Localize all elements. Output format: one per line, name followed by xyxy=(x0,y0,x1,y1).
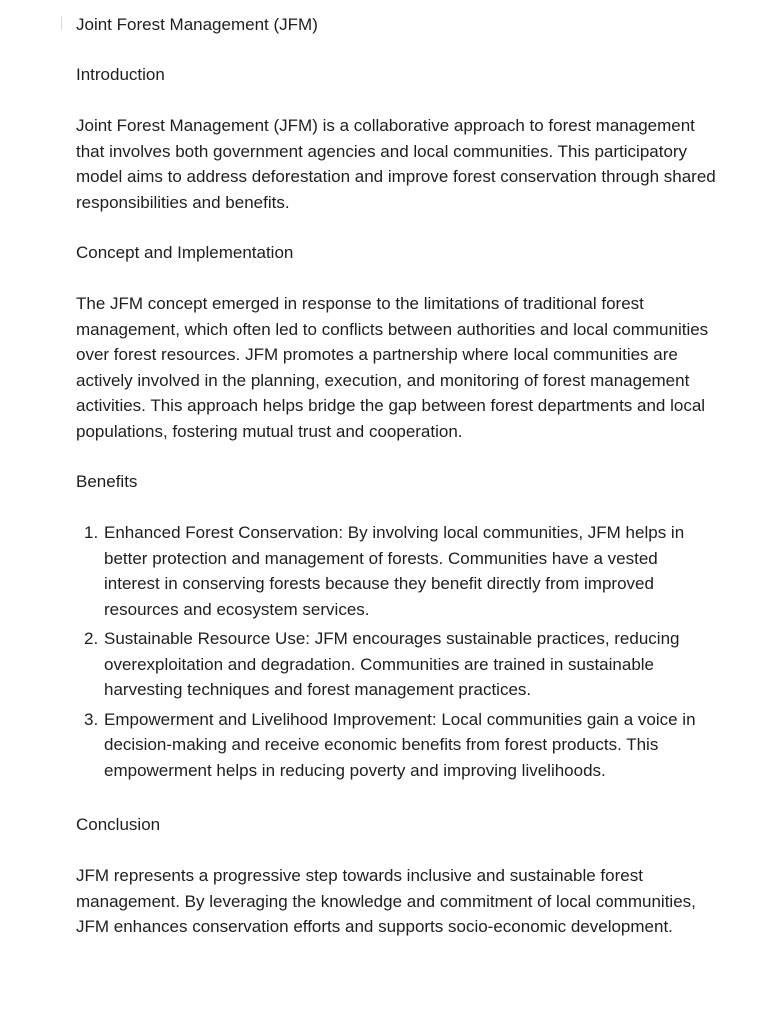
paragraph-concept: The JFM concept emerged in response to the limitations of traditional forest management, which often led to conflicts between authorities and local communities over forest resources. JFM promotes a partnership where local communities are actively involved in the planning, execution, and monitoring of forest management activities. This approach helps bridge the gap between forest departments and local populations, fostering mutual trust and cooperation. xyxy=(76,294,709,441)
document-title: Joint Forest Management (JFM) xyxy=(76,15,318,34)
list-item-number: 3. xyxy=(84,709,99,729)
benefits-list xyxy=(76,520,716,783)
list-item-text: : JFM encourages sustainable practices, reducing overexploitation and degradation. Communities are trained in sustainable harvesting techniques and forest management practices. xyxy=(104,629,680,699)
list-item-term: Sustainable Resource Use xyxy=(104,629,306,648)
list-item xyxy=(84,707,716,784)
paragraph-conclusion: JFM represents a progressive step towards inclusive and sustainable forest management. By leveraging the knowledge and commitment of local communities, JFM enhances conservation efforts and supports socio-economic development. xyxy=(76,866,696,936)
list-item-text: : Local communities gain a voice in decision-making and receive economic benefits from forest products. This empowerment helps in reducing poverty and improving livelihoods. xyxy=(104,709,696,780)
list-item-term: Empowerment and Livelihood Improvement xyxy=(104,709,432,729)
list-item xyxy=(84,520,716,622)
heading-conclusion: Conclusion xyxy=(76,815,161,834)
list-item-term: Enhanced Forest Conservation xyxy=(104,523,339,542)
left-edge-marker xyxy=(61,16,62,30)
paragraph-introduction: Joint Forest Management (JFM) is a collaborative approach to forest management that involves both government agencies and local communities. This participatory model aims to address deforestation and improve forest conservation through shared responsibilities and benefits. xyxy=(76,116,716,212)
list-item-number: 2. xyxy=(84,629,99,648)
heading-introduction: Introduction xyxy=(76,65,165,84)
heading-concept: Concept and Implementation xyxy=(76,243,294,262)
list-item-text: : By involving local communities, JFM helps in better protection and management of forests. Communities have a vested interest in conserving forests because they benefit directly from improved resources and ecosystem services. xyxy=(104,523,685,619)
list-item xyxy=(84,626,716,703)
heading-benefits: Benefits xyxy=(76,472,138,491)
list-item-number: 1. xyxy=(84,523,99,542)
document-body xyxy=(76,12,716,940)
